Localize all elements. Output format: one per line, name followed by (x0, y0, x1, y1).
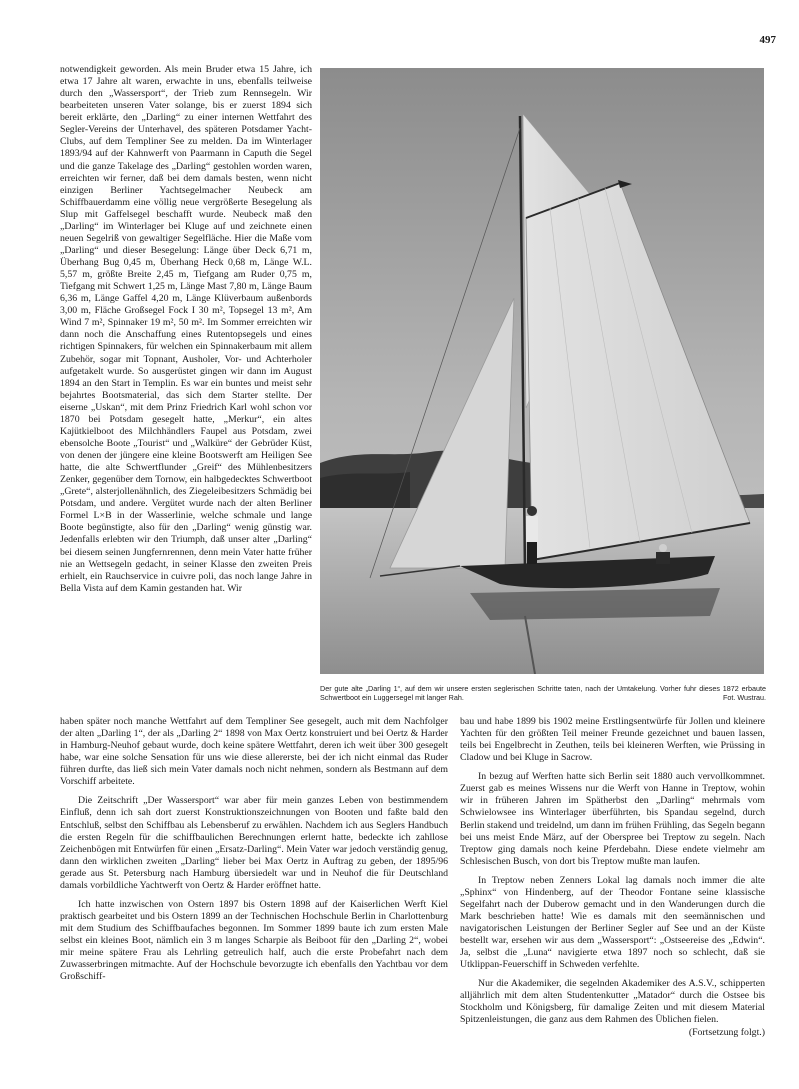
caption-text: Der gute alte „Darling 1“, auf dem wir unsere ersten seglerischen Schritte taten, nach der Umtakelung. Vorher fuhr dieses 1872 erbaute Schwertboot ein Luggersegel mit langer Rah. (320, 684, 766, 702)
photo-credit: Fot. Wustrau. (722, 693, 766, 702)
column-left (60, 64, 312, 595)
page-number: 497 (759, 34, 776, 46)
paragraph: In Treptow neben Zenners Lokal lag damals noch immer die alte „Sphinx“ von Hindenberg, auf der Theodor Fontane seine klassische Segelfahrt nach der Duberow gemacht und in den Wanderungen durch die Mark beschrieben hatte! Wie es damals mit den seemännischen und navigatorischen Leistungen der Berliner Segler auf See und an der Küste bestellt war, ersehen wir aus dem „Wassersport“: „Ostseereise des „Edwin“. Ja, selbst die „Luna“ navigierte etwa 1897 noch so schlecht, daß sie Utklippan-Feuerschiff in Schweden verfehlte. (460, 874, 765, 971)
paragraph: notwendigkeit geworden. Als mein Bruder etwa 15 Jahre, ich etwa 17 Jahre alt waren, erwachte in uns, ebenfalls teilweise durch den „Wassersport“, der Trieb zum Rennsegeln. Wir bearbeiteten unseren Vater solange, bis er zuerst 1894 sich bereit erklärte, den „Darling“ zu einer internen Wettfahrt des Segler-Vereins der Unterhavel, des späteren Potsdamer Yacht-Clubs, auf dem Templiner See zu melden. Da im Winterlager 1893/94 auf der Kahnwerft von Paarmann in Caputh die Segel und die ganze Takelage des „Darling“ gestohlen worden waren, erreichten wir ferner, daß bei dem damals besten, wenn nicht einzigen Berliner Yachtsegelmacher Neubeck am Schiffbauerdamm eine völlig neue vergrößerte Besegelung als Slup mit Gaffelsegel beschafft wurde. Neubeck maß den „Darling“ im Winterlager bei Kluge auf und zeichnete einen neuen Segelriß von gewaltiger Segelfläche. Hier die Maße vom „Darling“ und dieser Besegelung: Länge über Deck 6,71 m, Überhang Bug 0,45 m, Überhang Heck 0,68 m, Länge W.L. 5,57 m, größte Breite 2,45 m, Tiefgang am Ruder 0,75 m, Tiefgang mit Schwert 1,25 m, Länge Mast 7,80 m, Länge Baum 6,36 m, Länge Gaffel 4,20 m, Länge Klüverbaum außenbords 3,00 m, Fläche Großsegel Fock I 30 m², Topsegel 13 m², Am Wind 7 m², Spinnaker 19 m², 50 m². Im Sommer erreichten wir dann noch die Anschaffung eines Rutentopsegels und eines richtigen Spinnakers, für welchen ein Spinnakerbaum mit allem Zubehör, sogar mit Topnant, Ausholer, Vor- und Achterholer aufgetakelt wurde. So ausgerüstet gingen wir dann im August 1894 an den Start in Templin. Es war ein buntes und meist sehr bejahrtes Bootsmaterial, das sich dem Starter stellte. Der eiserne „Uskan“, mit dem Prinz Friedrich Karl wohl schon vor 1870 bei Potsdam gesegelt hatte, „Merkur“, ein altes Kajütkielboot des Milchhändlers Faupel aus Potsdam, zwei ebensolche Boote „Tourist“ und „Walküre“ der Gebrüder Küst, von denen der jüngere eine kleine Bootswerft am Heiligen See hatte, die alte Schwertflunder „Greif“ des Mühlenbesitzers Zenker, gegenüber dem Tornow, ein halbgedecktes Schwertboot „Grete“, alsterjollenähnlich, des Ziegeleibesitzers Schmädig bei Potsdam, und andere. Vergütet wurde nach der alten Berliner Formel L×B in der Wasserlinie, welche schmale und lange Boote begünstigte, also für den „Darling“ wenig günstig war. Jedenfalls erlebten wir den Triumph, daß unser alter „Darling“ bei diesem seinen Jungfernrennen, denn mein Vater hatte früher nie an Wettsegeln gedacht, in seiner Klasse den zweiten Preis erhielt, ein Rauchservice in cuivre poli, das noch lange Jahre in Bella Vista auf dem Kamin gestanden hat. Wir (60, 64, 312, 594)
column-right (460, 716, 765, 1039)
photo-caption (320, 684, 766, 702)
paragraph: bau und habe 1899 bis 1902 meine Erstlingsentwürfe für Jollen und kleinere Yachten für den größten Teil meiner Freunde gezeichnet und bauen lassen, teils bei Engelbrecht in Zeuthen, teils bei kleineren Werften, wie Prüssing in Cladow und bei Kluge in Sacrow. (460, 716, 765, 764)
column-bottom (60, 716, 448, 983)
paragraph: Ich hatte inzwischen von Ostern 1897 bis Ostern 1898 auf der Kaiserlichen Werft Kiel praktisch gearbeitet und bis Ostern 1899 an der Technischen Hochschule Berlin in Charlottenburg mit dem Studium des Schiffbaufaches begonnen. Im Sommer 1899 baute ich zum ersten Male selbst ein kleines Boot, nämlich ein 3 m langes Scharpie als Beiboot für den „Darling 2“, wobei mir meine spätere Frau als Lehrling getreulich half, auch die erste Probefahrt nach dem Zuwasserbringen mitmachte. Auf der Hochschule bevorzugte ich ebenfalls den Yachtbau vor dem Großschiff- (60, 898, 448, 983)
paragraph-text: Nur die Akademiker, die segelnden Akademiker des A.S.V., schipperten alljährlich mit dem alten Studentenkutter „Matador“ durch die Ostsee bis Stockholm und Königsberg, für damalige Zeiten und mit diesem Material Spitzenleistungen, die ganz aus dem Rahmen des Üblichen fielen. (460, 978, 765, 1026)
paragraph: Die Zeitschrift „Der Wassersport“ war aber für mein ganzes Leben von bestimmendem Einfluß, denn ich sah dort zuerst Konstruktionszeichnungen von Booten und faßte bald den Entschluß, selbst den Schiffbau als Lebensberuf zu erwählen. Nachdem ich aus Seglers Handbuch die ersten Regeln für die schiffbaulichen Berechnungen erlernt hatte, bedeckte ich zahllose Zeichenbögen mit Entwürfen für einen „Ersatz-Darling“. Mein Vater war jedoch verständig genug, dann den wirklichen zweiten „Darling“ lieber bei Max Oertz in Auftrag zu geben, der 1895/96 gerade aus St. Petersburg nach Hamburg übersiedelt war und in Neuhof die für Deutschland damals vorbildliche Yachtwerft von Oertz & Harder eröffnet hatte. (60, 795, 448, 891)
paragraph: In bezug auf Werften hatte sich Berlin seit 1880 auch vervollkommnet. Zuerst gab es meines Wissens nur die Werft von Hanne in Treptow, wohin wir in früheren Jahren im Spätherbst den „Darling“ mehrmals vom Schwielowsee ins Winterlager überführten, bis Spandau segelnd, durch Berlin stakend und treidelnd, um dann im frühen Frühling, das Segeln begann bei uns meist Ende März, auf der Oberspree bei Treptow zu segeln. Nach Treptow ging damals noch keine Pferdebahn. Diese endete vielmehr am Schlesischen Busch, von dort bis Treptow mußte man laufen. (460, 771, 766, 867)
continuation-note: (Fortsetzung folgt.) (688, 1026, 765, 1038)
paragraph: haben später noch manche Wettfahrt auf dem Templiner See gesegelt, auch mit dem Nachfolger der alten „Darling 1“, der als „Darling 2“ 1898 von Max Oertz konstruiert und bei Oertz & Harder in Hamburg-Neuhof gebaut wurde, doch keine spätere Wettfahrt, deren ich weit über 300 gesegelt habe, war eine solche Sensation für uns wie diese allererste, bei der ich nicht einmal das Ruder führen durfte, das ließ sich mein Vater damals noch nicht nehmen, sondern als Bestmann auf dem Vorschiff arbeitete. (60, 716, 448, 788)
paragraph (460, 978, 765, 1038)
sailboat-photo (320, 68, 764, 674)
